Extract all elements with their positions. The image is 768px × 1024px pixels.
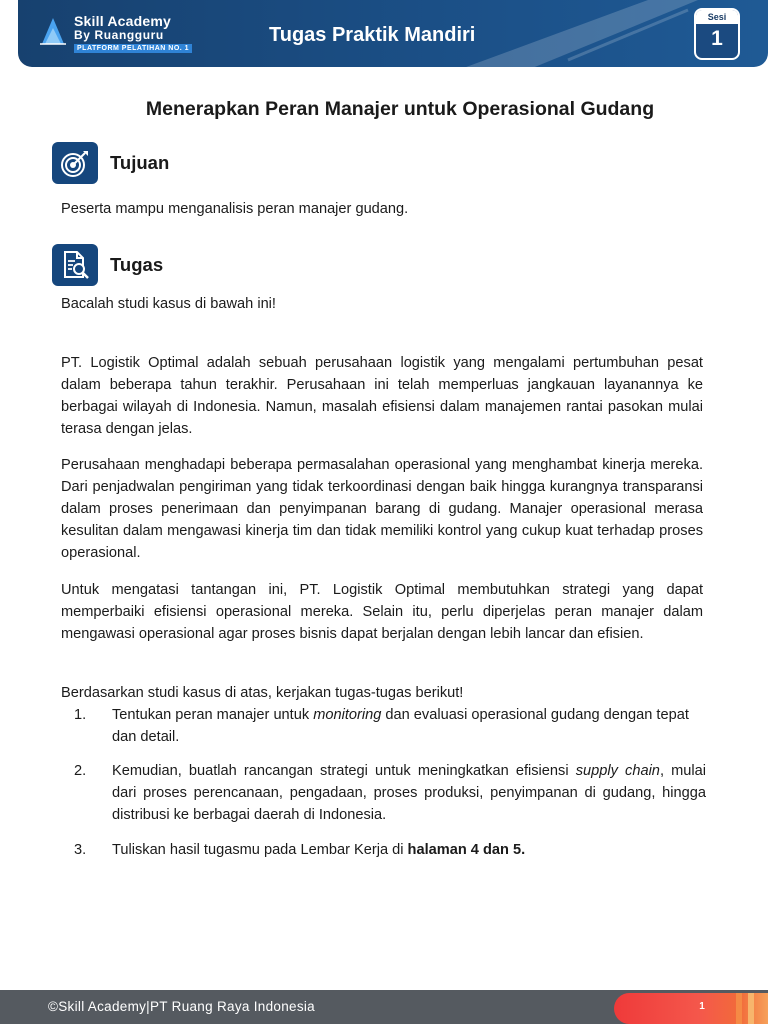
task-item-1 — [74, 704, 706, 748]
session-label: Sesi — [696, 10, 738, 24]
task-text-part: Tentukan peran manajer untuk — [112, 707, 314, 723]
case-paragraph-2: Perusahaan menghadapi beberapa permasalahan operasional yang menghambat kinerja mereka. Dari penjadwalan pengiriman yang tidak terkoordinasi dengan baik hingga kurangnya transparansi dalam proses penerimaan dan penyimpanan barang di gudang. Manajer operasional merasa kesulitan dalam mengawasi kinerja tim dan tidak memiliki kontrol yang cukup kuat terhadap proses operasional. — [61, 457, 703, 561]
session-badge — [694, 8, 740, 60]
task-text — [112, 704, 706, 748]
footer-copyright: ©Skill Academy|PT Ruang Raya Indonesia — [48, 999, 315, 1014]
tasks-intro: Berdasarkan studi kasus di atas, kerjakan tugas-tugas berikut! — [61, 685, 464, 701]
page-header — [18, 0, 768, 67]
footer-stripe — [736, 993, 742, 1024]
task-text — [112, 760, 706, 826]
page-title: Menerapkan Peran Manajer untuk Operasional Gudang — [145, 98, 655, 120]
task-emphasis: monitoring — [313, 707, 382, 723]
target-icon — [52, 142, 98, 184]
tujuan-text: Peserta mampu menganalisis peran manajer gudang. — [61, 201, 409, 217]
document-search-icon — [52, 244, 98, 286]
task-text-part: Tuliskan hasil tugasmu pada Lembar Kerja di — [112, 842, 408, 858]
tugas-heading: Tugas — [110, 254, 164, 275]
footer-stripe — [748, 993, 754, 1024]
tujuan-heading: Tujuan — [110, 152, 170, 173]
task-text-part: , mulai dari proses perencanaan, pengadaan, proses produksi, penyimpanan di gudang, hingga distribusi ke berbagai daerah di Indonesia. — [112, 763, 707, 823]
task-item-2 — [74, 760, 706, 826]
case-paragraph-3: Untuk mengatasi tantangan ini, PT. Logistik Optimal membutuhkan strategi yang dapat memperbaiki efisiensi operasional mereka. Selain itu, perlu diperjelas peran manajer dalam mengawasi operasional agar proses bisnis dapat berjalan dengan lebih lancar dan efisien. — [61, 582, 703, 642]
brand-logo-block — [38, 14, 192, 54]
brand-subname: By Ruangguru — [74, 28, 164, 42]
task-strong: halaman 4 dan 5. — [407, 842, 526, 858]
case-paragraph-1: PT. Logistik Optimal adalah sebuah perusahaan logistik yang mengalami pertumbuhan pesat dalam beberapa tahun terakhir. Perusahaan ini telah memperluas jangkauan layanannya ke berbagai wilayah di Indonesia. Namun, masalah efisiensi dalam manajemen rantai pasokan mulai terasa dengan jelas. — [61, 355, 703, 437]
header-title: Tugas Praktik Mandiri — [269, 24, 476, 46]
task-text-part: Kemudian, buatlah rancangan strategi untuk meningkatkan efisiensi — [112, 763, 576, 779]
session-number: 1 — [711, 27, 723, 50]
tujuan-section-header — [52, 142, 169, 184]
task-number: 3. — [74, 842, 87, 858]
page-number: 1 — [699, 1001, 705, 1012]
pen-watermark-icon — [448, 0, 708, 67]
tugas-section-header — [52, 244, 163, 286]
task-text — [112, 839, 706, 861]
task-number: 2. — [74, 763, 87, 779]
task-text-part: dan evaluasi operasional gudang dengan tepat dan detail. — [112, 707, 689, 745]
task-item-3 — [74, 839, 706, 861]
tugas-intro: Bacalah studi kasus di bawah ini! — [61, 296, 276, 312]
brand-tagline: PLATFORM PELATIHAN NO. 1 — [74, 44, 192, 53]
skill-academy-logo-icon — [38, 16, 68, 46]
task-number: 1. — [74, 707, 87, 723]
task-emphasis: supply chain — [575, 763, 660, 779]
brand-name: Skill Academy — [74, 13, 172, 29]
